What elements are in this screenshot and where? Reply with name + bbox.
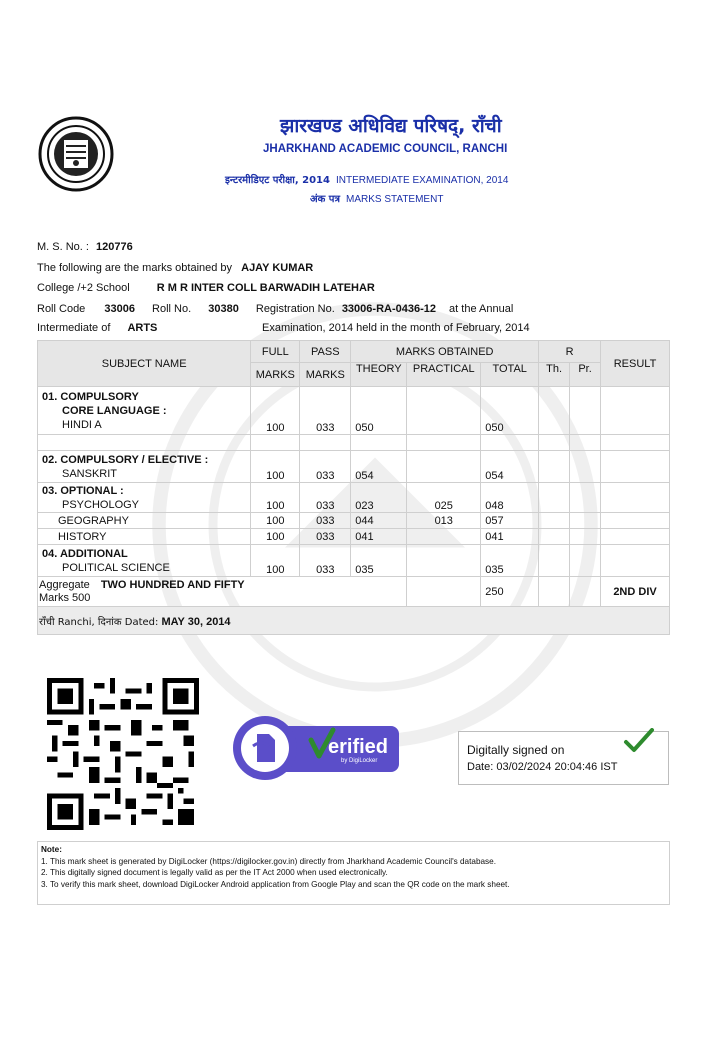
intermediate-label: Intermediate of — [37, 322, 111, 334]
full-marks: 100 — [251, 513, 300, 529]
roll-no-label: Roll No. — [152, 303, 192, 315]
practical-marks — [407, 451, 481, 483]
note-title: Note: — [41, 845, 62, 854]
roll-line — [37, 303, 513, 315]
dated-hindi: राँची — [39, 616, 55, 628]
total-marks: 050 — [481, 387, 539, 435]
exam-title-english: INTERMEDIATE EXAMINATION, 2014 — [335, 175, 509, 186]
marks-statement-title — [310, 191, 443, 205]
aggregate-words: TWO HUNDRED AND FIFTY — [100, 578, 245, 591]
header-r: R — [539, 341, 601, 363]
marks-obtained-by-label: The following are the marks obtained by — [37, 262, 233, 274]
full-marks: 100 — [251, 529, 300, 545]
theory-marks: 035 — [351, 545, 407, 577]
dated-row — [38, 607, 670, 635]
subject-name: GEOGRAPHY — [38, 513, 251, 529]
theory-marks: 054 — [351, 451, 407, 483]
council-logo — [38, 116, 114, 192]
council-title-hindi: झारखण्ड अधिविद्य परिषद्, राँची — [280, 115, 502, 137]
theory-marks: 041 — [351, 529, 407, 545]
total-marks: 035 — [481, 545, 539, 577]
header-marks-obtained: MARKS OBTAINED — [351, 341, 539, 363]
total-marks: 054 — [481, 451, 539, 483]
ms-no-label: M. S. No. : — [37, 241, 89, 253]
note-item: 2. This digitally signed document is legally valid as per the IT Act 2000 when used electronically. — [41, 868, 388, 878]
aggregate-marks-500: Marks 500 — [39, 591, 91, 604]
note-box — [37, 841, 670, 905]
council-title-english: JHARKHAND ACADEMIC COUNCIL, RANCHI — [263, 143, 508, 155]
header-subject-name: SUBJECT NAME — [38, 341, 251, 387]
aggregate-total: 250 — [481, 577, 539, 607]
registration-no: 33006-RA-0436-12 — [341, 303, 436, 315]
digital-signature-box — [458, 731, 669, 785]
stream: ARTS — [127, 322, 158, 334]
practical-marks — [407, 387, 481, 435]
checkmark-icon — [623, 728, 655, 754]
exam-title — [225, 172, 508, 186]
aggregate-label: Aggregate — [39, 578, 90, 591]
total-marks: 041 — [481, 529, 539, 545]
group-optional: 03. OPTIONAL : — [42, 484, 124, 497]
theory-marks: 050 — [351, 387, 407, 435]
aggregate-row — [38, 577, 670, 607]
header-pr: Pr. — [570, 363, 601, 387]
roll-code-label: Roll Code — [37, 303, 86, 315]
header-full: FULL — [251, 341, 300, 363]
marks-statement-english: MARKS STATEMENT — [346, 194, 444, 205]
marks-table — [37, 340, 670, 635]
pass-marks: 033 — [300, 513, 351, 529]
table-row — [38, 483, 670, 513]
exam-title-hindi: इन्टरमीडिएट परीक्षा, 2014 — [225, 175, 330, 186]
table-row — [38, 545, 670, 577]
total-marks: 048 — [481, 483, 539, 513]
marks-statement-hindi: अंक पत्र — [310, 194, 341, 205]
student-line — [37, 262, 313, 274]
theory-marks: 023 — [351, 483, 407, 513]
header-total: TOTAL — [481, 363, 539, 387]
practical-marks: 025 — [407, 483, 481, 513]
exam-held-text: Examination, 2014 held in the month of February, 2014 — [262, 322, 530, 334]
table-row — [38, 529, 670, 545]
table-row — [38, 451, 670, 483]
verified-by-digilocker: by DigiLocker — [341, 758, 378, 764]
pass-marks: 033 — [300, 529, 351, 545]
subject-name: HINDI A — [62, 418, 102, 431]
roll-no: 30380 — [208, 303, 239, 315]
qr-code — [47, 678, 199, 830]
college-line — [37, 282, 375, 294]
student-name: AJAY KUMAR — [241, 262, 314, 274]
group-compulsory: 01. COMPULSORY — [42, 390, 139, 403]
digitally-signed-date: Date: 03/02/2024 20:04:46 IST — [467, 761, 618, 773]
digilocker-verified-badge — [233, 716, 399, 780]
pass-marks: 033 — [300, 545, 351, 577]
dated-label: Ranchi, दिनांक Dated: — [57, 616, 159, 628]
dated-value: MAY 30, 2014 — [161, 615, 231, 628]
subject-name: HISTORY — [38, 529, 251, 545]
digitally-signed-on: Digitally signed on — [467, 743, 565, 757]
roll-code: 33006 — [104, 303, 135, 315]
registration-label: Registration No. — [255, 303, 335, 315]
ms-no-line — [37, 241, 133, 253]
group-additional: 04. ADDITIONAL — [42, 547, 128, 560]
table-row — [38, 387, 670, 435]
header-pass-marks: MARKS — [300, 363, 351, 387]
full-marks: 100 — [251, 545, 300, 577]
practical-marks: 013 — [407, 513, 481, 529]
ms-no: 120776 — [96, 241, 133, 253]
full-marks: 100 — [251, 483, 300, 513]
practical-marks — [407, 529, 481, 545]
total-marks: 057 — [481, 513, 539, 529]
result-value: 2ND DIV — [613, 585, 657, 598]
subject-name: PSYCHOLOGY — [62, 498, 140, 511]
college-label: College /+2 School — [37, 282, 130, 294]
header-pass: PASS — [300, 341, 351, 363]
pass-marks: 033 — [300, 483, 351, 513]
header-result: RESULT — [601, 341, 670, 387]
note-item: 1. This mark sheet is generated by DigiLocker (https://digilocker.gov.in) directly from Jharkhand Academic Council's database. — [41, 856, 496, 866]
header-full-marks: MARKS — [251, 363, 300, 387]
header-th: Th. — [539, 363, 570, 387]
table-row — [38, 513, 670, 529]
verified-text: erified — [328, 736, 389, 758]
stream-line — [37, 322, 157, 334]
subject-name: POLITICAL SCIENCE — [62, 561, 170, 574]
pass-marks: 033 — [300, 387, 351, 435]
group-compulsory-elective: 02. COMPULSORY / ELECTIVE : — [42, 453, 209, 466]
header-theory: THEORY — [351, 363, 407, 387]
full-marks: 100 — [251, 387, 300, 435]
annual-text: at the Annual — [449, 303, 514, 315]
full-marks: 100 — [251, 451, 300, 483]
group-core-language: CORE LANGUAGE : — [62, 404, 167, 417]
pass-marks: 033 — [300, 451, 351, 483]
theory-marks: 044 — [351, 513, 407, 529]
college-name: R M R INTER COLL BARWADIH LATEHAR — [156, 282, 375, 294]
note-item: 3. To verify this mark sheet, download DigiLocker Android application from Google Play and scan the QR code on the mark sheet. — [41, 879, 510, 889]
subject-name: SANSKRIT — [62, 467, 118, 480]
header-practical: PRACTICAL — [407, 363, 481, 387]
practical-marks — [407, 545, 481, 577]
